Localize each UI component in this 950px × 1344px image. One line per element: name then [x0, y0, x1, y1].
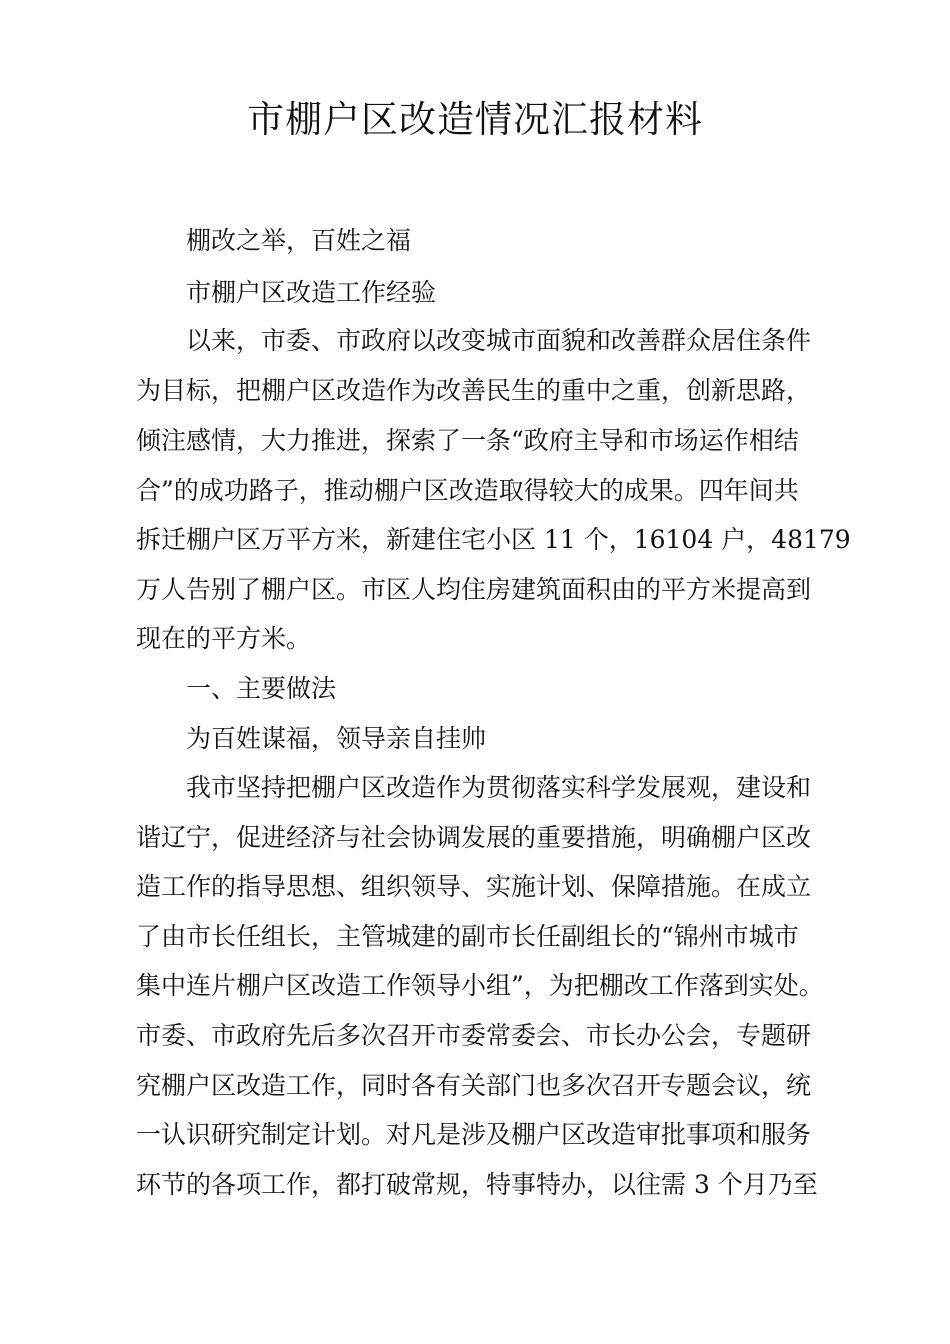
paragraph-line: 拆迁棚户区万平方米，新建住宅小区 11 个，16104 户，48179 [136, 525, 851, 554]
paragraph-line: 市委、市政府先后多次召开市委常委会、市长办公会，专题研 [136, 1021, 812, 1050]
paragraph-line: 造工作的指导思想、组织领导、实施计划、保障措施。在成立 [136, 872, 812, 901]
paragraph-line: 究棚户区改造工作，同时各有关部门也多次召开专题会议，统 [136, 1071, 812, 1100]
paragraph-line: 环节的各项工作，都打破常规，特事特办，以往需 3 个月乃至 [136, 1170, 818, 1199]
subtitle-line: 市棚户区改造工作经验 [186, 278, 437, 307]
paragraph-line: 倾注感情，大力推进，探索了一条“政府主导和市场运作相结 [136, 426, 799, 455]
paragraph-line: 为目标，把棚户区改造作为改善民生的重中之重，创新思路， [136, 376, 812, 405]
paragraph-line: 以来，市委、市政府以改变城市面貌和改善群众居住条件 [186, 326, 812, 355]
paragraph-line: 集中连片棚户区改造工作领导小组”，为把棚改工作落到实处。 [136, 971, 824, 1000]
paragraph-line: 我市坚持把棚户区改造作为贯彻落实科学发展观，建设和 [186, 773, 812, 802]
paragraph-line: 了由市长任组长，主管城建的副市长任副组长的“锦州市城市 [136, 922, 799, 951]
subtitle-line: 棚改之举，百姓之福 [186, 226, 412, 255]
paragraph-line: 合”的成功路子，推动棚户区改造取得较大的成果。四年间共 [136, 476, 799, 505]
document-title: 市棚户区改造情况汇报材料 [247, 98, 703, 141]
paragraph-line: 谐辽宁，促进经济与社会协调发展的重要措施，明确棚户区改 [136, 823, 812, 852]
paragraph-line: 一认识研究制定计划。对凡是涉及棚户区改造审批事项和服务 [136, 1120, 812, 1149]
subsection-heading: 为百姓谋福，领导亲自挂帅 [186, 724, 487, 753]
paragraph-line: 万人告别了棚户区。市区人均住房建筑面积由的平方米提高到 [136, 575, 812, 604]
section-heading: 一、主要做法 [186, 674, 337, 703]
paragraph-line: 现在的平方米。 [136, 624, 312, 653]
